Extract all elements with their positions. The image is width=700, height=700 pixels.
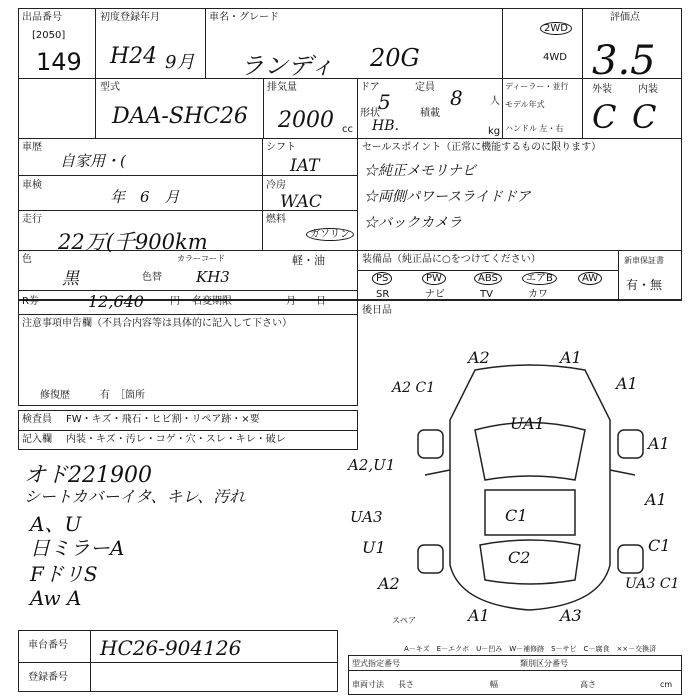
inspection-note-5: FドリS (30, 562, 98, 586)
recycle-value: 12,640 (88, 292, 144, 311)
plate-label: 車台番号 (28, 640, 68, 651)
equip-label: 装備品（純正品に○をつけてください） (362, 254, 541, 265)
body-label: 形状 (360, 108, 380, 119)
drive-4wd: 4WD (543, 52, 567, 63)
model-year-label: モデル年式 (505, 100, 545, 109)
fuel-other: 軽・油 (292, 254, 325, 267)
color-no-label: 色替 (142, 272, 162, 283)
yen-unit: 円 (170, 296, 180, 307)
lot-sub: [2050] (32, 30, 66, 41)
interior-label: 内装 (638, 84, 658, 95)
color-value: 黒 (62, 269, 79, 289)
inspection-note-3: A、U (30, 512, 82, 536)
selling-point-3: ☆バックカメラ (364, 215, 462, 231)
damage-mark-2: A1 (560, 348, 582, 367)
month-day: 月 日 (286, 296, 326, 307)
damage-mark-12: C1 (648, 536, 671, 555)
damage-mark-8: A1 (645, 490, 667, 509)
handle-label: ハンドル 左・右 (505, 124, 564, 133)
equip-leather: カワ (528, 289, 548, 300)
length-field: 長さ (398, 680, 414, 689)
damage-mark-5: UA1 (510, 414, 545, 433)
inspection-note-4: 日ミラーA (30, 536, 125, 560)
class-label: 類別区分番号 (520, 659, 568, 668)
cool-label: 冷房 (266, 180, 286, 191)
inspection-row-2: 内装・キズ・汚レ・コゲ・穴・スレ・キレ・破レ (66, 434, 286, 445)
repair-value: 有 ［箇所 (100, 390, 145, 401)
equip-sr: SR (376, 289, 390, 300)
equip-pw: PW (422, 272, 446, 285)
fuel-label: 燃料 (266, 214, 286, 225)
selling-point-1: ☆純正メモリナビ (364, 163, 476, 179)
doors: 5 (378, 90, 391, 114)
name-label: 車名・グレード (209, 12, 279, 23)
interior-grade: C (632, 98, 657, 136)
lot-no-label: 出品番号 (22, 12, 62, 23)
displacement-label: 排気量 (267, 82, 297, 93)
selling-label: セールスポイント（正常に機能するものに限ります） (362, 142, 602, 153)
displacement: 2000 (278, 108, 334, 133)
damage-mark-10: C1 (505, 506, 528, 525)
color-code-label: カラーコード (177, 254, 225, 263)
selling-point-2: ☆両側パワースライドドア (364, 189, 531, 205)
color-code: KH3 (196, 268, 230, 286)
damage-mark-1: A2 (468, 348, 490, 367)
reg-label: 登録番号 (28, 672, 68, 683)
model-label: 型式 (100, 82, 120, 93)
fuel-value: ガソリン (306, 228, 354, 241)
height-field: 高さ (580, 680, 596, 689)
length-label: 車両寸法 (352, 680, 384, 689)
spare-label: スペア (392, 616, 416, 625)
equip-abs: ABS (474, 272, 502, 285)
model: DAA-SHC26 (112, 104, 248, 129)
drive-2wd: 2WD (540, 22, 572, 35)
inspector-label: 検査員 (22, 414, 52, 425)
body: HB. (372, 118, 399, 134)
color-label: 色 (22, 254, 32, 265)
shaken-value: 年 6 月 (110, 188, 180, 206)
damage-mark-3: A2 C1 (392, 380, 436, 396)
recall-label: 型式指定番号 (352, 659, 400, 668)
notes-label: 注意事項申告欄（不具合内容等は具体的に記入して下さい） (22, 318, 292, 329)
rear-seat-label: 後日品 (362, 305, 392, 316)
plate-value: HC26-904126 (100, 636, 242, 660)
cool-value: WAC (280, 192, 322, 212)
warranty-value: 有・無 (626, 278, 663, 292)
damage-mark-4: A1 (616, 374, 638, 393)
damage-mark-16: A1 (468, 606, 490, 625)
score: 3.5 (592, 38, 656, 84)
equip-navi: ナビ (425, 289, 445, 300)
capacity: 8 (450, 86, 463, 110)
mileage-value: 22万(千900km (58, 230, 208, 254)
car-name: ランディ (240, 52, 335, 80)
equip-aw: AW (578, 272, 602, 285)
car-grade: 20G (370, 44, 420, 72)
damage-mark-15: UA3 C1 (625, 576, 680, 592)
damage-mark-14: A2 (378, 574, 400, 593)
name-change-label: 名変期限 (192, 296, 232, 307)
first-reg-era: H24 (110, 44, 158, 69)
history-label: 車歴 (22, 142, 42, 153)
exterior-grade: C (592, 98, 617, 136)
doors-label: ドア (360, 82, 380, 93)
dealer-label: ディーラー・並行 (505, 82, 569, 91)
first-reg-month: 9月 (165, 52, 195, 73)
repair-label: 修復歴 (40, 390, 70, 401)
damage-mark-9: UA3 (350, 508, 383, 526)
score-label: 評価点 (610, 12, 640, 23)
kg-unit: kg (488, 126, 501, 137)
equip-tv: TV (480, 289, 493, 300)
shift-value: IAT (290, 156, 320, 176)
damage-mark-11: U1 (362, 538, 386, 557)
capacity-label: 定員 (415, 82, 435, 93)
cm-unit: cm (660, 680, 673, 689)
width-field: 幅 (490, 680, 498, 689)
damage-mark-7: A2,U1 (348, 456, 396, 474)
cc-unit: cc (342, 124, 353, 135)
person-unit: 人 (490, 96, 500, 107)
entry-label: 記入欄 (22, 434, 52, 445)
shaken-label: 車検 (22, 180, 42, 191)
equip-ps: PS (372, 272, 392, 285)
shift-label: シフト (266, 142, 296, 153)
damage-mark-6: A1 (648, 434, 670, 453)
inspection-note-6: Aw A (30, 586, 82, 610)
warranty-label: 新車保証書 (624, 256, 664, 265)
damage-mark-17: A3 (560, 606, 582, 625)
load-label: 積載 (420, 108, 440, 119)
inspection-note-2: シートカバーイタ、キレ、汚れ (24, 487, 246, 506)
damage-legend: A－キズ E－エクボ U－凹み W－補修跡 S－サビ C－腐食 ××－交換済 (404, 645, 657, 653)
first-reg-label: 初度登録年月 (100, 12, 160, 23)
inspection-note-1: オド221900 (24, 463, 152, 488)
lot-no: 149 (36, 48, 82, 76)
equip-airbag: エアB (522, 272, 557, 285)
history-value: 自家用・( (60, 152, 126, 170)
mileage-label: 走行 (22, 214, 42, 225)
exterior-label: 外装 (592, 84, 612, 95)
inspection-row-1: FW・キズ・飛石・ヒビ割・リペア跡・×要 (66, 414, 260, 425)
recycle-label: R券 (22, 296, 39, 307)
damage-mark-13: C2 (508, 548, 531, 567)
